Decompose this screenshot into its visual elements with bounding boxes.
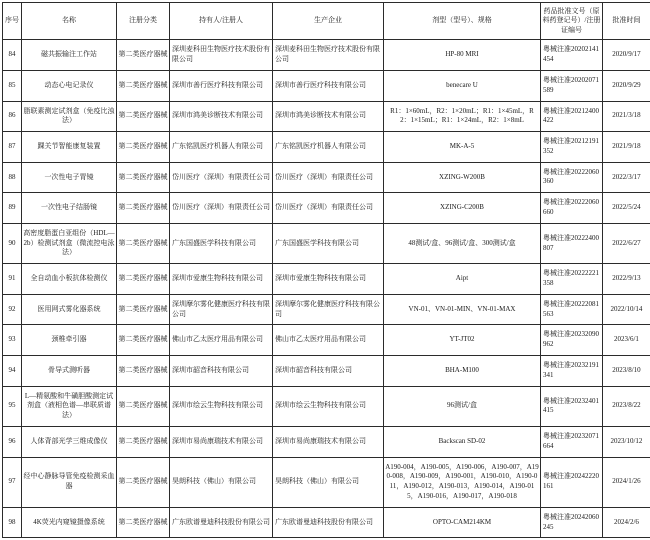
- cell-model: A190-004，A190-005，A190-006，A190-007，A190-008，A190-009，A190-001，A190-010，A190-011，A190-012，A190-013，A190-014，A190-015，A190-016，A190-017，A190-018: [384, 457, 541, 507]
- header-row: [3, 3, 650, 40]
- cell-name: 动态心电记录仪: [22, 70, 117, 101]
- cell-holder: 广东铭凯医疗机器人有限公司: [170, 132, 273, 163]
- cell-category: 第二类医疗器械: [117, 223, 170, 263]
- cell-holder: 岱川医疗（深圳）有限责任公司: [170, 193, 273, 224]
- cell-manufacturer: 深圳麦科田生物医疗技术股份有限公司: [273, 40, 384, 71]
- table-row: [3, 386, 650, 426]
- cell-approval: 粤械注准20222400807: [541, 223, 603, 263]
- cell-name: 颈椎牵引器: [22, 325, 117, 356]
- cell-approval: 粤械注准20242060245: [541, 507, 603, 538]
- cell-category: 第二类医疗器械: [117, 457, 170, 507]
- column-header-category: 注册分类: [117, 3, 170, 40]
- cell-approval: 粤械注准20222081563: [541, 294, 603, 325]
- cell-manufacturer: 广东铭凯医疗机器人有限公司: [273, 132, 384, 163]
- cell-name: 高密度脂蛋白亚组份（HDL—2b）检测试剂盒（微流控电泳法）: [22, 223, 117, 263]
- cell-holder: 深圳市善行医疗科技有限公司: [170, 70, 273, 101]
- cell-manufacturer: 佛山市乙太医疗用品有限公司: [273, 325, 384, 356]
- cell-name: 4K荧光内窥镜摄像系统: [22, 507, 117, 538]
- cell-name: 一次性电子结肠镜: [22, 193, 117, 224]
- table-row: [3, 325, 650, 356]
- table-row: [3, 264, 650, 295]
- cell-manufacturer: 深圳市韶音科技有限公司: [273, 356, 384, 387]
- cell-manufacturer: 深圳市易尚康瑞技术有限公司: [273, 427, 384, 458]
- cell-approval: 粤械注准20212400422: [541, 101, 603, 132]
- column-header-manufacturer: 生产企业: [273, 3, 384, 40]
- cell-date: 2021/9/18: [603, 132, 650, 163]
- cell-category: 第二类医疗器械: [117, 70, 170, 101]
- cell-name: 一次性电子胃镜: [22, 162, 117, 193]
- cell-approval: 粤械注准20232401415: [541, 386, 603, 426]
- table-row: [3, 457, 650, 507]
- cell-date: 2022/5/24: [603, 193, 650, 224]
- cell-approval: 粤械注准20202071589: [541, 70, 603, 101]
- table-row: [3, 132, 650, 163]
- cell-date: 2020/9/29: [603, 70, 650, 101]
- column-header-date: 批准时间: [603, 3, 650, 40]
- cell-model: Aipt: [384, 264, 541, 295]
- cell-holder: 深圳市鸿美诊断技术有限公司: [170, 101, 273, 132]
- cell-approval: 粤械注准20232090962: [541, 325, 603, 356]
- cell-index: 91: [3, 264, 22, 295]
- cell-date: 2023/8/22: [603, 386, 650, 426]
- cell-model: XZING-W200B: [384, 162, 541, 193]
- cell-holder: 岱川医疗（深圳）有限责任公司: [170, 162, 273, 193]
- cell-index: 93: [3, 325, 22, 356]
- cell-model: HP-80 MRI: [384, 40, 541, 71]
- cell-model: YT-JT02: [384, 325, 541, 356]
- table-body: [3, 40, 650, 538]
- cell-index: 84: [3, 40, 22, 71]
- cell-date: 2023/10/12: [603, 427, 650, 458]
- cell-manufacturer: 广东欧谱曼迪科技股份有限公司: [273, 507, 384, 538]
- cell-manufacturer: 昊朗科技（佛山）有限公司: [273, 457, 384, 507]
- cell-name: 全自动血小板抗体检测仪: [22, 264, 117, 295]
- cell-holder: 深圳麦科田生物医疗技术股份有限公司: [170, 40, 273, 71]
- cell-approval: 粤械注准20202141454: [541, 40, 603, 71]
- table-row: [3, 356, 650, 387]
- cell-name: 经中心静脉导管免疫检测采血器: [22, 457, 117, 507]
- cell-index: 92: [3, 294, 22, 325]
- cell-index: 95: [3, 386, 22, 426]
- cell-manufacturer: 深圳摩尔雾化健康医疗科技有限公司: [273, 294, 384, 325]
- column-header-approval: 药品批准文号（原料药登记号）/注册证编号: [541, 3, 603, 40]
- cell-category: 第二类医疗器械: [117, 507, 170, 538]
- column-header-holder: 持有人/注册人: [170, 3, 273, 40]
- cell-date: 2021/3/18: [603, 101, 650, 132]
- cell-index: 87: [3, 132, 22, 163]
- cell-index: 85: [3, 70, 22, 101]
- table-row: [3, 427, 650, 458]
- cell-name: 医用网式雾化器系统: [22, 294, 117, 325]
- cell-index: 97: [3, 457, 22, 507]
- cell-approval: 粤械注准20212191352: [541, 132, 603, 163]
- cell-name: 踝关节智能康复装置: [22, 132, 117, 163]
- cell-date: 2022/6/27: [603, 223, 650, 263]
- cell-model: BHA-M100: [384, 356, 541, 387]
- cell-date: 2024/1/26: [603, 457, 650, 507]
- cell-holder: 佛山市乙太医疗用品有限公司: [170, 325, 273, 356]
- cell-approval: 粤械注准20242220161: [541, 457, 603, 507]
- cell-model: VN-01、VN-01-MIN、VN-01-MAX: [384, 294, 541, 325]
- cell-category: 第二类医疗器械: [117, 193, 170, 224]
- cell-date: 2022/3/17: [603, 162, 650, 193]
- cell-holder: 昊朗科技（佛山）有限公司: [170, 457, 273, 507]
- cell-manufacturer: 深圳市绘云生物科技有限公司: [273, 386, 384, 426]
- cell-index: 96: [3, 427, 22, 458]
- cell-date: 2020/9/17: [603, 40, 650, 71]
- cell-manufacturer: 深圳市善行医疗科技有限公司: [273, 70, 384, 101]
- cell-manufacturer: 广东国盛医学科技有限公司: [273, 223, 384, 263]
- cell-category: 第二类医疗器械: [117, 264, 170, 295]
- cell-approval: 粤械注准20222221358: [541, 264, 603, 295]
- table-header: [3, 3, 650, 40]
- medical-device-registration-table: [2, 2, 650, 538]
- cell-model: R1：1×60mL，R2：1×20mL；R1：1×45mL，R2：1×15mL；R1：1×24mL，R2：1×8mL: [384, 101, 541, 132]
- cell-manufacturer: 深圳市爱康生物科技有限公司: [273, 264, 384, 295]
- cell-index: 89: [3, 193, 22, 224]
- cell-index: 94: [3, 356, 22, 387]
- table-row: [3, 223, 650, 263]
- column-header-index: 序号: [3, 3, 22, 40]
- cell-holder: 广东国盛医学科技有限公司: [170, 223, 273, 263]
- cell-approval: 粤械注准20232191341: [541, 356, 603, 387]
- table-row: [3, 70, 650, 101]
- table-row: [3, 40, 650, 71]
- cell-date: 2023/6/1: [603, 325, 650, 356]
- cell-index: 90: [3, 223, 22, 263]
- cell-approval: 粤械注准20232071664: [541, 427, 603, 458]
- cell-category: 第二类医疗器械: [117, 40, 170, 71]
- cell-category: 第二类医疗器械: [117, 427, 170, 458]
- table-row: [3, 507, 650, 538]
- cell-approval: 粤械注准20222060660: [541, 193, 603, 224]
- cell-manufacturer: 深圳市鸿美诊断技术有限公司: [273, 101, 384, 132]
- cell-category: 第二类医疗器械: [117, 132, 170, 163]
- cell-holder: 深圳摩尔雾化健康医疗科技有限公司: [170, 294, 273, 325]
- cell-date: 2022/10/14: [603, 294, 650, 325]
- cell-name: 磁共振输注工作站: [22, 40, 117, 71]
- cell-category: 第二类医疗器械: [117, 325, 170, 356]
- cell-category: 第二类医疗器械: [117, 294, 170, 325]
- cell-model: OPTO-CAM214KM: [384, 507, 541, 538]
- cell-category: 第二类医疗器械: [117, 101, 170, 132]
- table-row: [3, 294, 650, 325]
- cell-date: 2023/8/10: [603, 356, 650, 387]
- cell-name: 人体背部光学三维成像仪: [22, 427, 117, 458]
- cell-holder: 深圳市绘云生物科技有限公司: [170, 386, 273, 426]
- cell-model: 48测试/盒、96测试/盒、300测试/盒: [384, 223, 541, 263]
- cell-category: 第二类医疗器械: [117, 356, 170, 387]
- cell-model: XZING-C200B: [384, 193, 541, 224]
- cell-name: 骨导式测听器: [22, 356, 117, 387]
- cell-holder: 深圳市爱康生物科技有限公司: [170, 264, 273, 295]
- cell-model: 96测试/盒: [384, 386, 541, 426]
- cell-model: Backscan SD-02: [384, 427, 541, 458]
- cell-date: 2022/9/13: [603, 264, 650, 295]
- cell-name: 脂联素测定试剂盒（免疫比浊法）: [22, 101, 117, 132]
- cell-approval: 粤械注准20222060360: [541, 162, 603, 193]
- column-header-model: 剂型（型号）、规格: [384, 3, 541, 40]
- cell-date: 2024/2/6: [603, 507, 650, 538]
- cell-index: 88: [3, 162, 22, 193]
- cell-index: 98: [3, 507, 22, 538]
- cell-holder: 深圳市韶音科技有限公司: [170, 356, 273, 387]
- cell-category: 第二类医疗器械: [117, 162, 170, 193]
- column-header-name: 名称: [22, 3, 117, 40]
- cell-manufacturer: 岱川医疗（深圳）有限责任公司: [273, 193, 384, 224]
- table-row: [3, 162, 650, 193]
- table-row: [3, 193, 650, 224]
- table-row: [3, 101, 650, 132]
- cell-name: L—精氨酸和牛磺胆酸测定试剂盒（液相色谱—串联质谱法）: [22, 386, 117, 426]
- cell-model: MK-A-5: [384, 132, 541, 163]
- cell-index: 86: [3, 101, 22, 132]
- cell-holder: 广东欧谱曼迪科技股份有限公司: [170, 507, 273, 538]
- cell-holder: 深圳市易尚康瑞技术有限公司: [170, 427, 273, 458]
- cell-model: benecare U: [384, 70, 541, 101]
- cell-manufacturer: 岱川医疗（深圳）有限责任公司: [273, 162, 384, 193]
- cell-category: 第二类医疗器械: [117, 386, 170, 426]
